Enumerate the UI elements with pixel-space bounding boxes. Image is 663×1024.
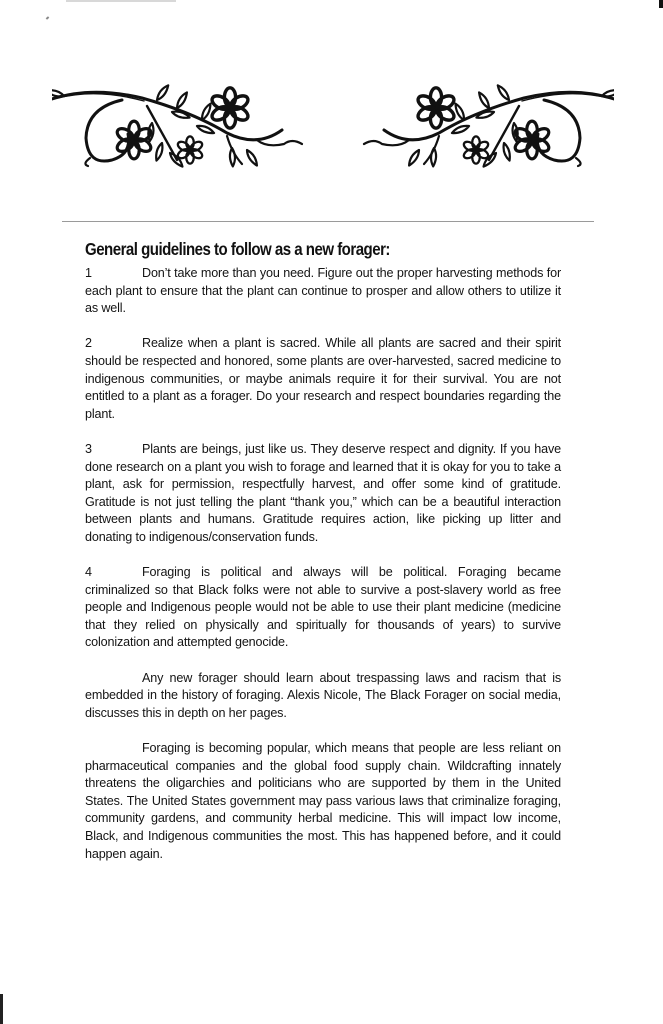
scan-speck	[46, 16, 50, 19]
guideline-text: Plants are beings, just like us. They deserve respect and dignity. If you have done research on a plant you wish to forage and learned that it is okay for you to take a plant, ask for permission, respectfully harvest, and offer some kind of gratitude. Gratitude is not just telling the plant “thank you,” which can be a beautiful interaction between plants and humans. Gratitude requires action, like picking up litter and donating to indigenous/conservation funds.	[85, 441, 561, 544]
guideline-text: Don’t take more than you need. Figure out the proper harvesting methods for each plant to ensure that the plant can continue to prosper and allow others to utilize it as well.	[85, 266, 561, 316]
page-title: General guidelines to follow as a new forager:	[85, 239, 390, 259]
paragraph-text: Foraging is becoming popular, which means that people are less reliant on pharmaceutical companies and the global food supply chain. Wildcrafting innately threatens the oligarchies and politicians who are supported by them in the United States. The United States government may pass various laws that criminalize foraging, community gardens, and community herbal medicine. This will impact low income, Black, and Indigenous communities the most. This has happened before, and it could happen again.	[85, 741, 561, 861]
guideline-number: 4	[85, 565, 92, 580]
scan-corner-mark	[659, 0, 663, 8]
scan-corner-mark	[0, 994, 3, 1024]
floral-vine-ornament-icon	[52, 78, 614, 174]
guideline-number: 2	[85, 336, 92, 351]
guideline-text: Realize when a plant is sacred. While all plants are sacred and their spirit should be respected and honored, some plants are over-harvested, sacred medicine to indigenous communities, or maybe animals require it for their survival. You are not entitled to a plant as a forager. Do your research and respect boundaries regarding the plant.	[85, 336, 561, 421]
document-body	[85, 238, 561, 881]
guideline-item-2	[85, 335, 561, 423]
guideline-text: Foraging is political and always will be political. Foraging became criminalized so that Black folks were not able to survive a post-slavery world as free people and Indigenous people would not be able to use their plant medicine (medicine that they relied on physically and spiritually for thousands of years) to survive colonization and attempted genocide.	[85, 565, 561, 650]
body-paragraph	[85, 740, 561, 863]
body-paragraph	[85, 670, 561, 723]
guideline-number: 3	[85, 441, 92, 456]
guideline-item-3	[85, 441, 561, 547]
guideline-item-4	[85, 564, 561, 652]
guideline-number: 1	[85, 266, 92, 280]
horizontal-rule	[62, 221, 594, 222]
scan-artifact-line	[66, 0, 176, 2]
guideline-item-1	[85, 265, 561, 318]
paragraph-text: Any new forager should learn about trespassing laws and racism that is embedded in the history of foraging. Alexis Nicole, The Black Forager on social media, discusses this in depth on her pages.	[85, 670, 561, 720]
